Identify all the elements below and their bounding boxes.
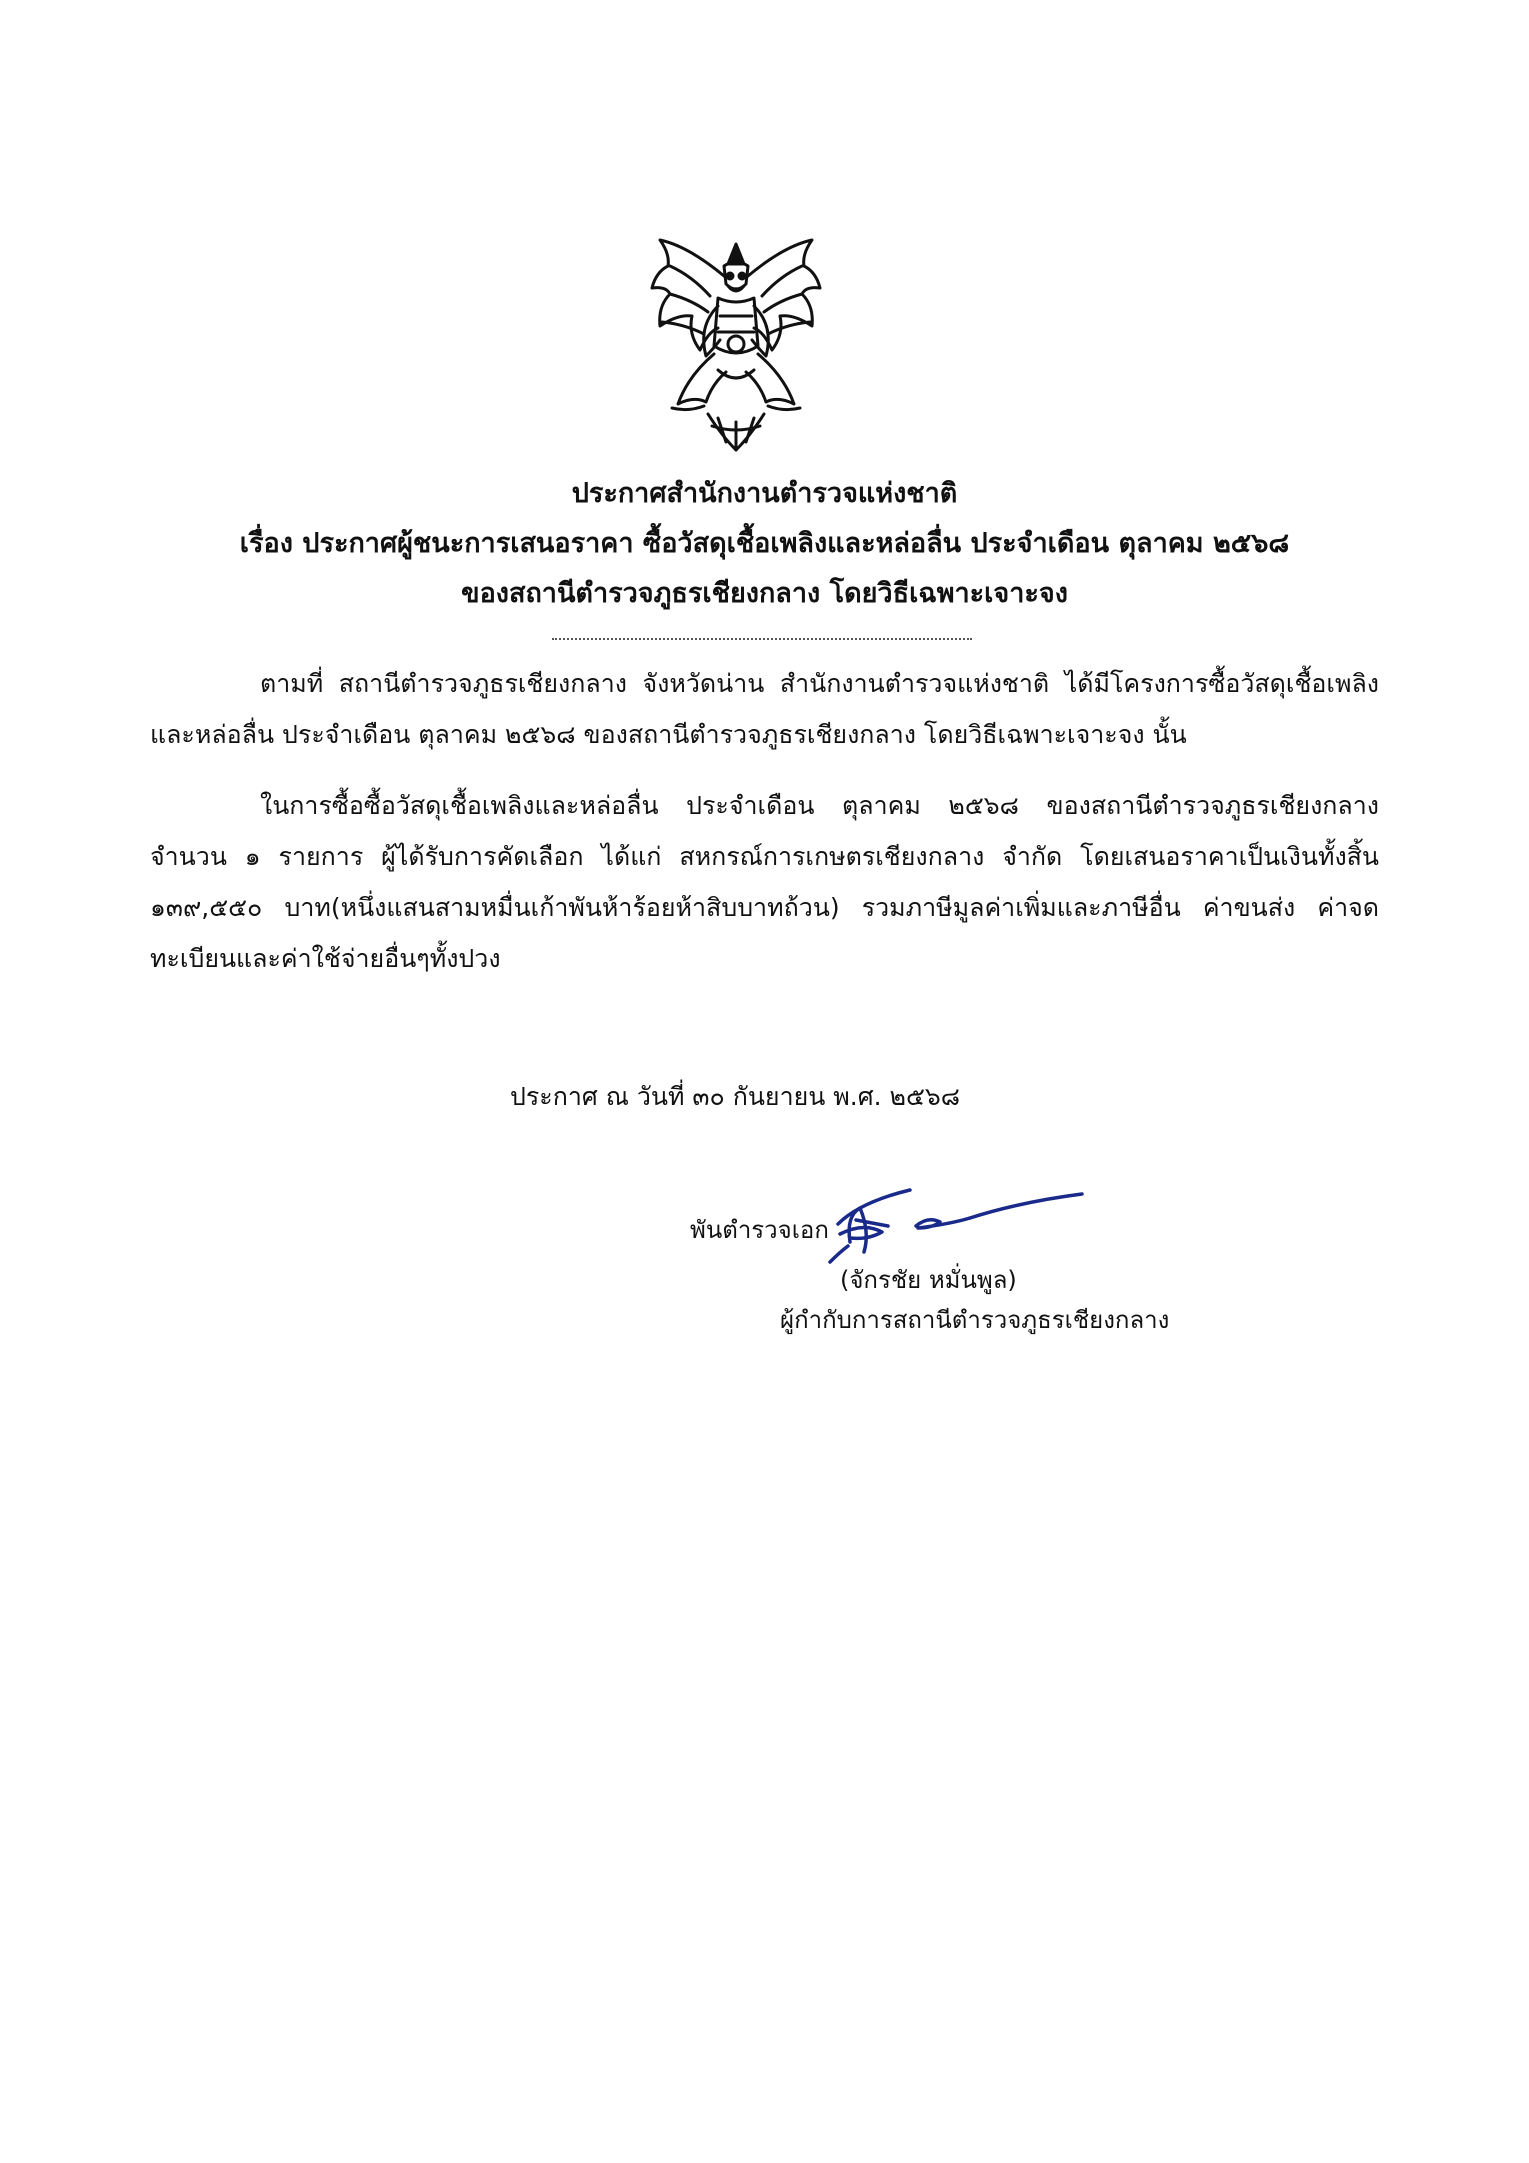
garuda-emblem-icon	[648, 236, 824, 458]
handwritten-signature	[820, 1172, 1090, 1272]
body-paragraph-1: ตามที่ สถานีตำรวจภูธรเชียงกลาง จังหวัดน่าน สำนักงานตำรวจแห่งชาติ ได้มีโครงการซื้อวัสดุเชื้อเพลิงและหล่อลื่น ประจำเดือน ตุลาคม ๒๕๖๘ ของสถานีตำรวจภูธรเชียงกลาง โดยวิธีเฉพาะเจาะจง นั้น	[150, 669, 1379, 749]
announcement-subject: เรื่อง ประกาศผู้ชนะการเสนอราคา ซื้อวัสดุเชื้อเพลิงและหล่อลื่น ประจำเดือน ตุลาคม ๒๕๖๘	[239, 528, 1290, 559]
announcement-date: ประกาศ ณ วันที่ ๓๐ กันยายน พ.ศ. ๒๕๖๘	[510, 1082, 961, 1111]
body-paragraph-2: ในการซื้อซื้อวัสดุเชื้อเพลิงและหล่อลื่น ประจำเดือน ตุลาคม ๒๕๖๘ ของสถานีตำรวจภูธรเชียงกลาง จำนวน ๑ รายการ ผู้ได้รับการคัดเลือก ได้แก่ สหกรณ์การเกษตรเชียงกลาง จำกัด โดยเสนอราคาเป็นเงินทั้งสิ้น ๑๓๙,๕๕๐ บาท(หนึ่งแสนสามหมื่นเก้าพันห้าร้อยห้าสิบบาทถ้วน) รวมภาษีมูลค่าเพิ่มและภาษีอื่น ค่าขนส่ง ค่าจดทะเบียนและค่าใช้จ่ายอื่นๆทั้งปวง	[150, 791, 1379, 973]
signatory-rank: พันตำรวจเอก	[690, 1216, 829, 1244]
signatory-name: (จักรชัย หมั่นพูล)	[840, 1266, 1017, 1294]
announcement-subject-continued: ของสถานีตำรวจภูธรเชียงกลาง โดยวิธีเฉพาะเจาะจง	[461, 578, 1068, 609]
dotted-divider	[552, 638, 972, 640]
announcement-heading: ประกาศสำนักงานตำรวจแห่งชาติ	[571, 478, 958, 509]
signatory-title: ผู้กำกับการสถานีตำรวจภูธรเชียงกลาง	[780, 1306, 1170, 1334]
